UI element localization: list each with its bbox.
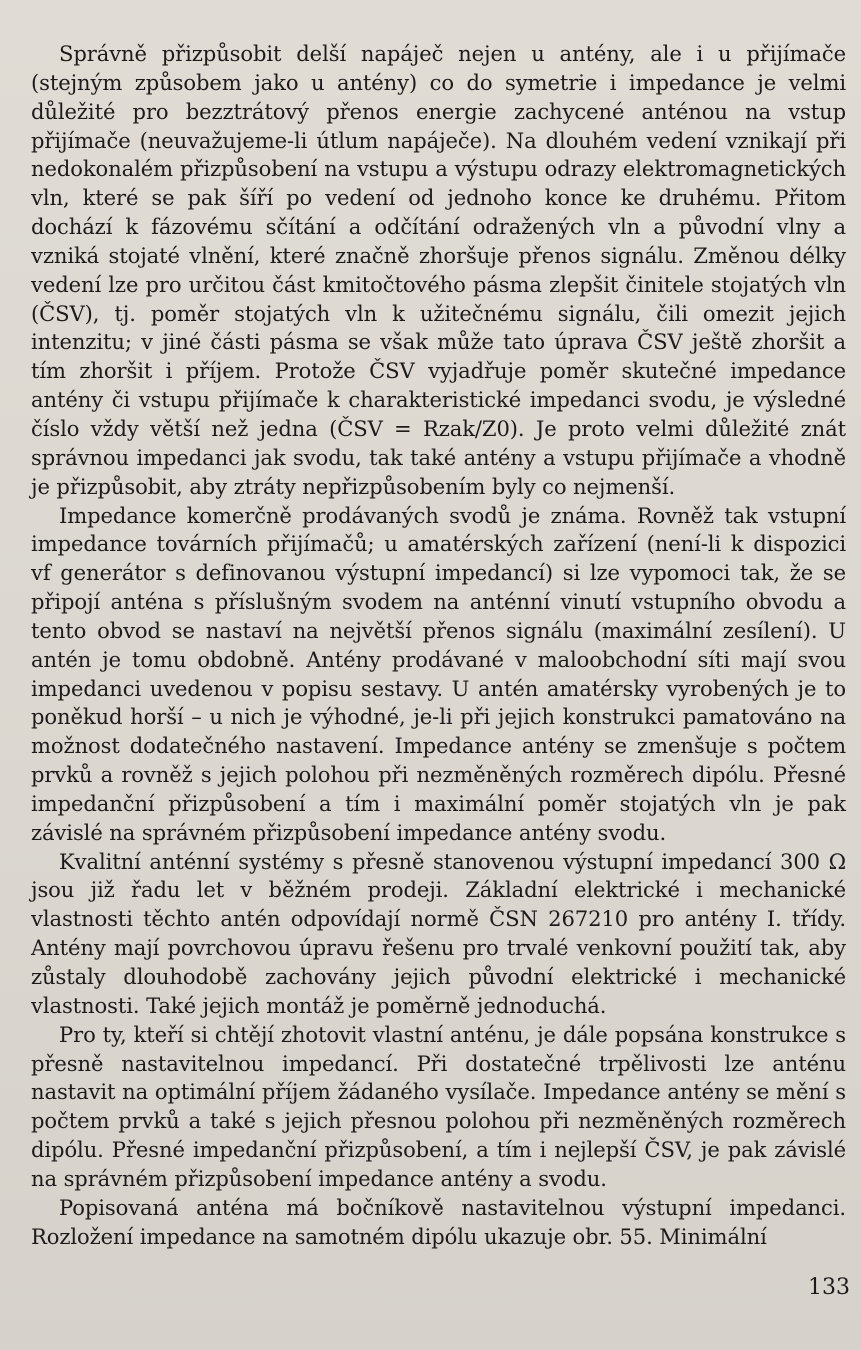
paragraph-2: Impedance komerčně prodávaných svodů je známa. Rovněž tak vstupní impedance továrních přijímačů; u amatérských zařízení (není-li k dispozici vf generátor s definovanou výstupní impedancí) si lze vypomoci tak, že se připojí anténa s příslušným svodem na anténní vinutí vstupního obvodu a tento obvod se nastaví na největší přenos signálu (maximální zesílení). U antén je tomu obdobně. Antény prodávané v maloobchodní síti mají svou impedanci uvedenou v popisu sestavy. U antén amatérsky vyrobených je to poněkud horší – u nich je výhodné, je-li při jejich konstrukci pamatováno na možnost dodatečného nastavení. Impedance antény se zmenšuje s počtem prvků a rovněž s jejich polohou při nezměněných rozměrech dipólu. Přesné impedanční přizpůsobení a tím i maximální poměr stojatých vln je pak závislé na správném přizpůsobení impedance antény svodu. [31, 502, 846, 845]
body-text [31, 40, 846, 1251]
paragraph-1: Správně přizpůsobit delší napáječ nejen u antény, ale i u přijímače (stejným způsobem jako u antény) co do symetrie i impedance je velmi důležité pro bezztrátový přenos energie zachycené anténou na vstup přijímače (neuvažujeme-li útlum napáječe). Na dlouhém vedení vznikají při nedokonalém přizpůsobení na vstupu a výstupu odrazy elektromagnetických vln, které se pak šíří po vedení od jednoho konce ke druhému. Přitom dochází k fázovému sčítání a odčítání odražených vln a původní vlny a vzniká stojaté vlnění, které značně zhoršuje přenos signálu. Změnou délky vedení lze pro určitou část kmitočtového pásma zlepšit činitele stojatých vln (ČSV), tj. poměr stojatých vln k užitečnému signálu, čili omezit jejich intenzitu; v jiné části pásma se však může tato úprava ČSV ještě zhoršit a tím zhoršit i příjem. Protože ČSV vyjadřuje poměr skutečné impedance antény či vstupu přijímače k charakteristické impedanci svodu, je výsledné číslo vždy větší než jedna (ČSV = Rzak/Z0). Je proto velmi důležité znát správnou impedanci jak svodu, tak také antény a vstupu přijímače a vhodně je přizpůsobit, aby ztráty nepřizpůsobením byly co nejmenší. [31, 41, 846, 499]
paragraph-3: Kvalitní anténní systémy s přesně stanovenou výstupní impedancí 300 Ω jsou již řadu let v běžném prodeji. Základní elektrické i mechanické vlastnosti těchto antén odpovídají normě ČSN 267210 pro antény I. třídy. Antény mají povrchovou úpravu řešenu pro trvalé venkovní použití tak, aby zůstaly dlouhodobě zachovány jejich původní elektrické i mechanické vlastnosti. Také jejich montáž je poměrně jednoduchá. [31, 848, 846, 1018]
paragraph-5: Popisovaná anténa má bočníkově nastavitelnou výstupní impedanci. Rozložení impedance na samotném dipólu ukazuje obr. 55. Minimální [31, 1194, 846, 1249]
page-number: 133 [808, 1275, 850, 1300]
paragraph-4: Pro ty, kteří si chtějí zhotovit vlastní anténu, je dále popsána konstrukce s přesně nastavitelnou impedancí. Při dostatečné trpělivosti lze anténu nastavit na optimální příjem žádaného vysílače. Impedance antény se mění s počtem prvků a také s jejich přesnou polohou při nezměněných rozměrech dipólu. Přesné impedanční přizpůsobení, a tím i nejlepší ČSV, je pak závislé na správném přizpůsobení impedance antény a svodu. [31, 1021, 846, 1191]
